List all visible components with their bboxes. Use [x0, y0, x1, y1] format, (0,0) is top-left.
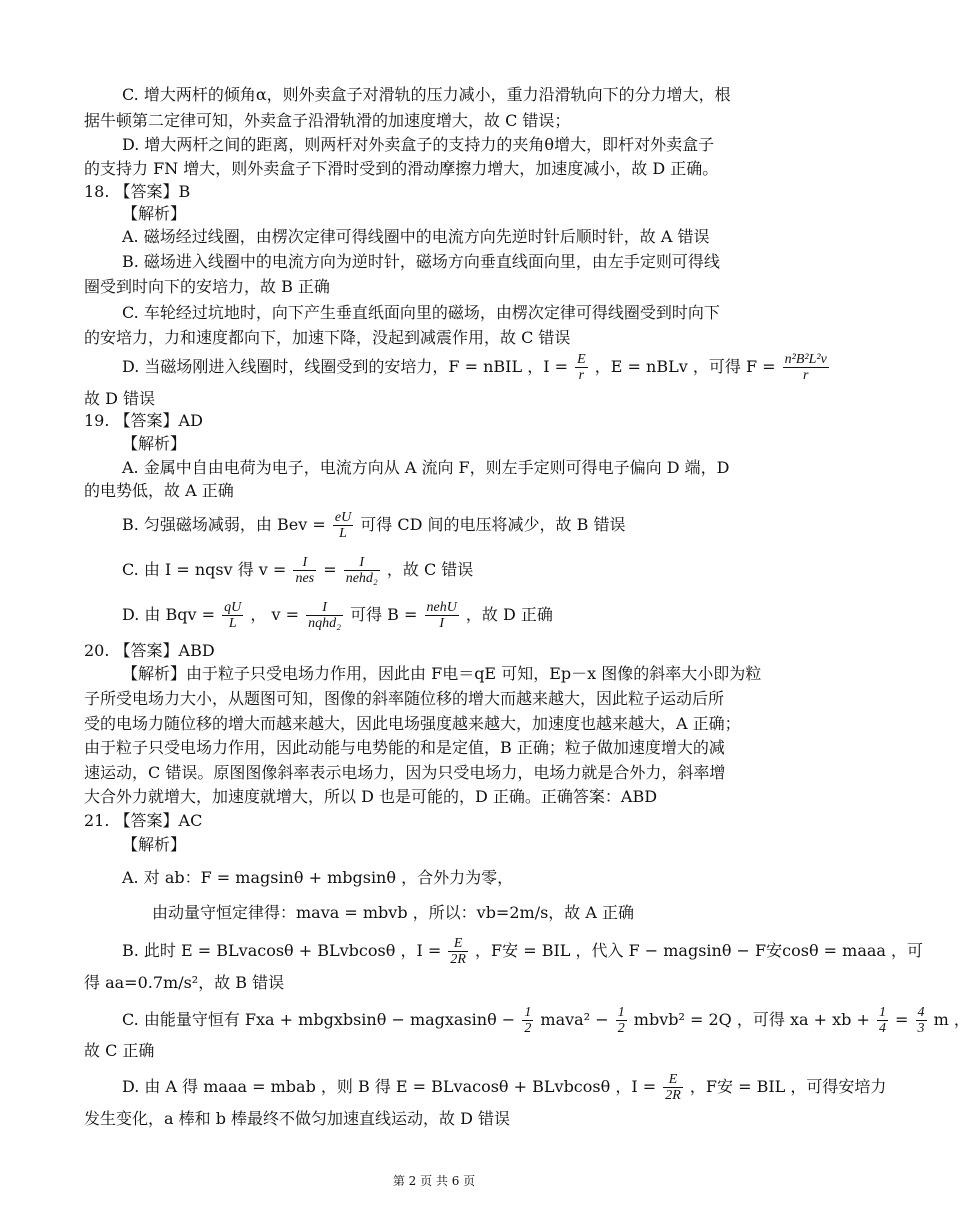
text-segment: m ，	[933, 1010, 970, 1029]
numerator: 1	[524, 1005, 532, 1020]
denominator: 4	[878, 1021, 886, 1036]
text-line: 故 D 错误	[84, 389, 156, 408]
text-segment: D. 由 A 得 maaa = mbab ，则 B 得 E = BLvacosθ + BLvbcosθ ，I =	[122, 1077, 657, 1096]
fraction	[522, 1005, 533, 1036]
denominator: nehd₂	[345, 571, 378, 586]
text-segment: ，故 C 错误	[386, 560, 474, 579]
text-segment: =	[323, 560, 337, 579]
text-line: B. 磁场进入线圈中的电流方向为逆时针，磁场方向垂直线面向里，由左手定则可得线	[122, 252, 720, 271]
text-segment: mava² −	[540, 1010, 609, 1029]
text-line: 得 aa=0.7m/s²，故 B 错误	[84, 973, 285, 992]
fraction	[344, 555, 380, 586]
text-line: C. 车轮经过坑地时，向下产生垂直纸面向里的磁场，由楞次定律可得线圈受到时向下	[122, 303, 720, 322]
answer-21-b-line	[122, 936, 924, 967]
text-segment: ， v =	[250, 605, 299, 624]
text-segment: D. 由 Bqv =	[122, 605, 216, 624]
fraction	[575, 352, 588, 383]
fraction	[222, 600, 243, 631]
text-segment: 可得 B =	[350, 605, 418, 624]
text-line: 发生变化，a 棒和 b 棒最终不做匀加速直线运动，故 D 错误	[84, 1109, 511, 1128]
text-line: 【解析】	[122, 835, 187, 854]
text-line: 【解析】	[122, 204, 187, 223]
fraction	[663, 1072, 683, 1103]
numerator: I	[293, 555, 316, 571]
numerator: 4	[917, 1005, 925, 1020]
text-line: 19. 【答案】AD	[84, 411, 203, 430]
fraction	[616, 1005, 627, 1036]
denominator: I	[439, 616, 444, 631]
page-footer: 第 2 页 共 6 页	[392, 1174, 476, 1188]
text-line: D. 增大两杆之间的距离，则两杆对外卖盒子的支持力的夹角θ增大，即杆对外卖盒子	[122, 135, 715, 154]
text-line: A. 对 ab：F = magsinθ + mbgsinθ ，合外力为零，	[122, 868, 514, 887]
text-segment: 可得 CD 间的电压将减少，故 B 错误	[360, 515, 626, 534]
text-segment: mbvb² = 2Q ，可得 xa + xb +	[633, 1010, 870, 1029]
numerator: I	[344, 555, 380, 571]
text-segment: C. 由 I = nqsv 得 v =	[122, 560, 287, 579]
numerator: E	[663, 1072, 683, 1088]
fraction	[425, 600, 459, 631]
answer-19-d-line	[122, 600, 794, 631]
numerator: 1	[617, 1005, 625, 1020]
text-line: 的电势低，故 A 正确	[84, 481, 234, 500]
denominator: 2	[524, 1021, 532, 1036]
denominator: L	[228, 616, 237, 631]
fraction	[877, 1005, 888, 1036]
text-line: 大合外力就增大，加速度就增大，所以 D 也是可能的，D 正确。正确答案：ABD	[84, 787, 658, 806]
text-line: 故 C 正确	[84, 1041, 155, 1060]
numerator: eU	[334, 510, 352, 525]
denominator: nqhd₂	[308, 616, 341, 631]
text-segment: D. 当磁场刚进入线圈时，线圈受到的安培力，F = nBIL ，I =	[122, 357, 569, 376]
denominator: 2R	[665, 1088, 681, 1103]
text-segment: ，E = nBLv ，可得 F =	[594, 357, 776, 376]
text-line: 速运动，C 错误。原图图像斜率表示电场力，因为只受电场力，电场力就是合外力，斜率增	[84, 763, 726, 782]
denominator: 3	[917, 1021, 925, 1036]
denominator: L	[339, 526, 347, 541]
text-line: 由于粒子只受电场力作用，因此动能与电势能的和是定值，B 正确；粒子做加速度增大的减	[84, 738, 725, 757]
denominator: r	[578, 368, 585, 383]
text-segment: ，故 D 正确	[465, 605, 553, 624]
answer-19-b-line	[122, 510, 794, 541]
text-line: 【解析】	[122, 434, 187, 453]
numerator: I	[306, 600, 343, 616]
text-segment: B. 此时 E = BLvacosθ + BLvbcosθ ，I =	[122, 941, 442, 960]
denominator: 2	[617, 1021, 625, 1036]
answer-21-d-line	[122, 1072, 887, 1103]
text-line: 据牛顿第二定律可知，外卖盒子沿滑轨滑的加速度增大，故 C 错误；	[84, 111, 571, 130]
fraction	[448, 936, 468, 967]
text-line: 圈受到时向下的安培力，故 B 正确	[84, 277, 330, 296]
text-line: A. 磁场经过线圈，由楞次定律可得线圈中的电流方向先逆时针后顺时针，故 A 错误	[122, 227, 710, 246]
text-line: 子所受电场力大小，从题图可知，图像的斜率随位移的增大而越来越大，因此粒子运动后所	[84, 689, 725, 708]
answer-19-c-line	[122, 555, 794, 586]
text-line: 的支持力 FN 增大，则外卖盒子下滑时受到的滑动摩擦力增大，加速度减小，故 D 正确。	[84, 159, 719, 178]
fraction	[306, 600, 343, 631]
text-line: A. 金属中自由电荷为电子，电流方向从 A 流向 F，则左手定则可得电子偏向 D 端，D	[122, 458, 730, 477]
fraction	[916, 1005, 927, 1036]
text-segment: B. 匀强磁场减弱，由 Bev =	[122, 515, 326, 534]
text-line: 21. 【答案】AC	[84, 811, 203, 830]
text-line: 20. 【答案】ABD	[84, 641, 215, 660]
fraction	[333, 510, 353, 541]
text-line: 受的电场力随位移的增大而越来越大，因此电场强度越来越大，加速度也越来越大，A 正确；	[84, 714, 741, 733]
text-segment: C. 由能量守恒有 Fxa + mbgxbsinθ − magxasinθ −	[122, 1010, 516, 1029]
fraction	[783, 352, 829, 383]
fraction	[293, 555, 316, 586]
answer-21-c-line	[122, 1005, 970, 1036]
text-segment: =	[895, 1010, 909, 1029]
numerator: E	[448, 936, 468, 952]
text-line: 的安培力，力和速度都向下，加速下降，没起到减震作用，故 C 错误	[84, 328, 571, 347]
text-line: 由动量守恒定律得：mava = mbvb ，所以：vb=2m/s，故 A 正确	[152, 903, 635, 922]
numerator: 1	[878, 1005, 886, 1020]
text-line: 18. 【答案】B	[84, 182, 191, 201]
numerator: n²B²L²v	[784, 352, 827, 367]
denominator: r	[802, 368, 809, 383]
text-segment: ，F安 = BIL ，代入 F − magsinθ − F安cosθ = maaa ，可	[475, 941, 924, 960]
answer-18-d-line	[122, 352, 827, 383]
numerator: qU	[224, 600, 242, 615]
text-line: 【解析】由于粒子只受电场力作用，因此由 F电＝qE 可知，Ep－x 图像的斜率大小即为粒	[122, 664, 762, 683]
text-line: C. 增大两杆的倾角α，则外卖盒子对滑轨的压力减小，重力沿滑轨向下的分力增大，根	[122, 85, 731, 104]
denominator: nes	[295, 571, 315, 586]
numerator: E	[577, 352, 586, 367]
denominator: 2R	[450, 952, 466, 967]
text-segment: ，F安 = BIL ，可得安培力	[689, 1077, 887, 1096]
numerator: nehU	[426, 600, 457, 615]
